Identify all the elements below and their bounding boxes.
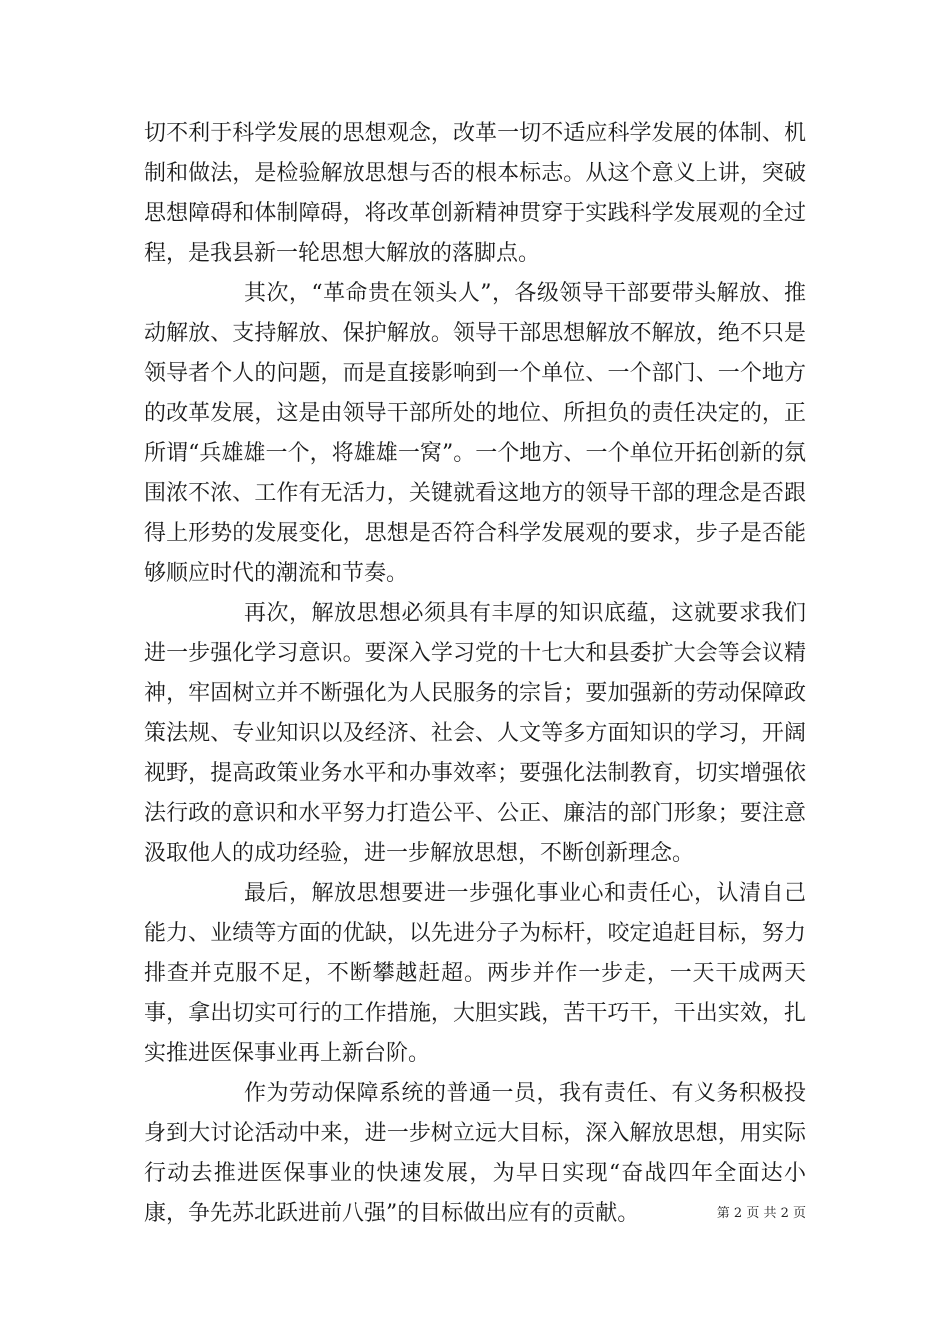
paragraph-continuation: 切不利于科学发展的思想观念，改革一切不适应科学发展的体制、机制和做法，是检验解放思想与否的根本标志。从这个意义上讲，突破思想障碍和体制障碍，将改革创新精神贯穿于实践科学发展观的全过程，是我县新一轮思想大解放的落脚点。	[144, 121, 806, 266]
paragraph-responsibility: 最后，解放思想要进一步强化事业心和责任心，认清自己能力、业绩等方面的优缺，以先进分子为标杆，咬定追赶目标，努力排查并克服不足，不断攀越赶超。两步并作一步走，一天干成两天事，拿出切实可行的工作措施，大胆实践，苦干巧干，干出实效，扎实推进医保事业再上新台阶。	[144, 881, 806, 1066]
page-number-footer: 第 2 页 共 2 页	[716, 1206, 806, 1221]
paragraph-conclusion: 作为劳动保障系统的普通一员，我有责任、有义务积极投身到大讨论活动中来，进一步树立远大目标，深入解放思想，用实际行动去推进医保事业的快速发展，为早日实现“奋战四年全面达小康，争先苏北跃进前八强”的目标做出应有的贡献。	[144, 1081, 806, 1226]
paragraph-leaders: 其次，“革命贵在领头人”，各级领导干部要带头解放、推动解放、支持解放、保护解放。领导干部思想解放不解放，绝不只是领导者个人的问题，而是直接影响到一个单位、一个部门、一个地方的改革发展，这是由领导干部所处的地位、所担负的责任决定的，正所谓“兵雄雄一个，将雄雄一窝”。一个地方、一个单位开拓创新的氛围浓不浓、工作有无活力，关键就看这地方的领导干部的理念是否跟得上形势的发展变化，思想是否符合科学发展观的要求，步子是否能够顺应时代的潮流和节奏。	[144, 281, 806, 586]
paragraph-learning: 再次，解放思想必须具有丰厚的知识底蕴，这就要求我们进一步强化学习意识。要深入学习党的十七大和县委扩大会等会议精神，牢固树立并不断强化为人民服务的宗旨；要加强新的劳动保障政策法规、专业知识以及经济、社会、人文等多方面知识的学习，开阔视野，提高政策业务水平和办事效率；要强化法制教育，切实增强依法行政的意识和水平努力打造公平、公正、廉洁的部门形象；要注意汲取他人的成功经验，进一步解放思想，不断创新理念。	[144, 601, 806, 866]
document-body	[144, 114, 806, 1234]
